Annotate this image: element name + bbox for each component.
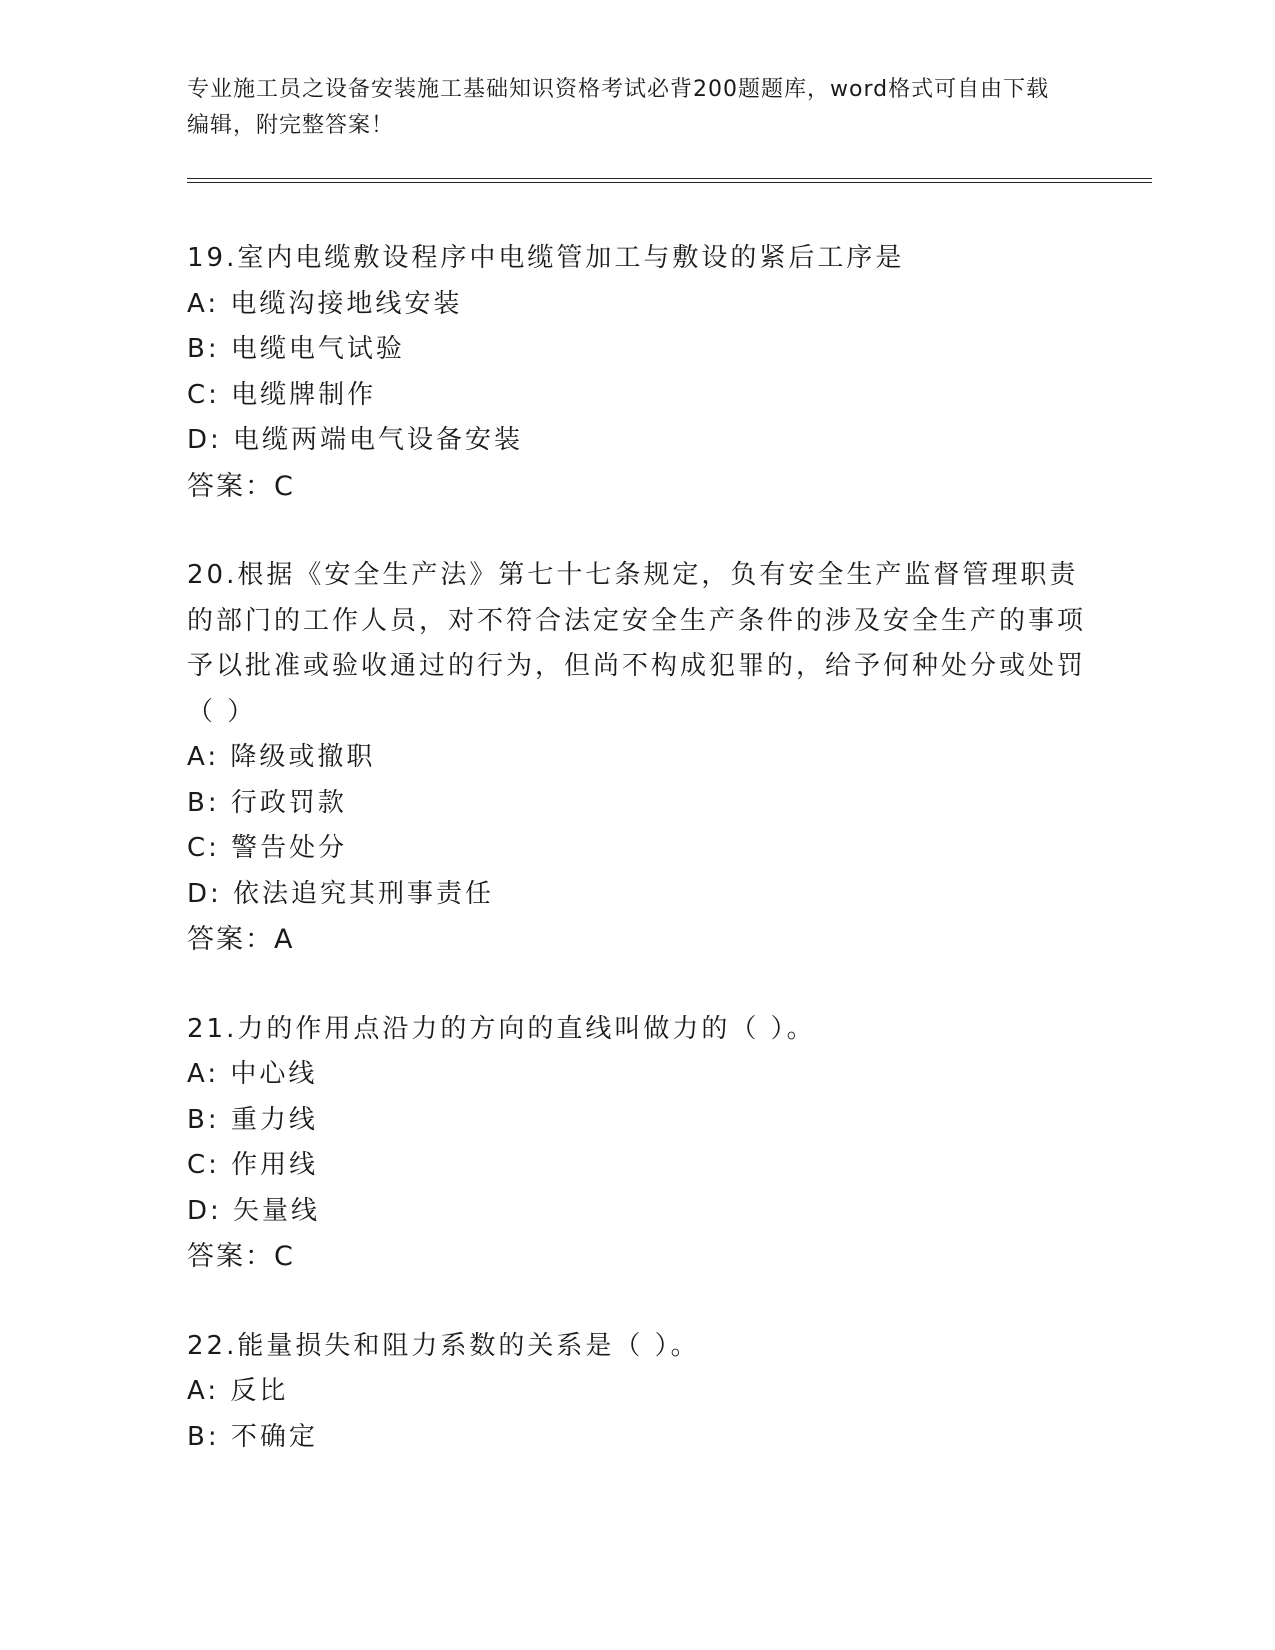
option-d: D: 电缆两端电气设备安装 bbox=[187, 425, 524, 455]
option-c: C: 电缆牌制作 bbox=[187, 379, 377, 410]
question-stem: 21.力的作用点沿力的方向的直线叫做力的（ ）。 bbox=[187, 1013, 816, 1044]
answer: 答案：C bbox=[187, 470, 295, 502]
document-header: 专业施工员之设备安装施工基础知识资格考试必背200题题库，word格式可自由下载编辑，附完整答案！ bbox=[187, 77, 1050, 138]
option-a: A: 反比 bbox=[187, 1376, 289, 1406]
answer: 答案：A bbox=[187, 924, 295, 955]
answer: 答案：C bbox=[187, 1241, 295, 1272]
option-d: D: 依法追究其刑事责任 bbox=[187, 878, 495, 909]
option-a: A: 中心线 bbox=[187, 1059, 318, 1089]
question-21 bbox=[187, 1007, 1087, 1280]
option-b: B: 行政罚款 bbox=[187, 787, 347, 818]
question-22 bbox=[187, 1324, 1087, 1461]
option-b: B: 不确定 bbox=[187, 1421, 318, 1452]
question-stem: 19.室内电缆敷设程序中电缆管加工与敷设的紧后工序是 bbox=[187, 243, 905, 273]
option-c: C: 警告处分 bbox=[187, 833, 348, 863]
question-list bbox=[187, 236, 1087, 1504]
option-a: A: 电缆沟接地线安装 bbox=[187, 288, 463, 319]
option-b: B: 重力线 bbox=[187, 1104, 318, 1135]
option-b: B: 电缆电气试验 bbox=[187, 334, 405, 364]
question-20 bbox=[187, 553, 1087, 963]
question-19 bbox=[187, 236, 1087, 509]
question-stem: 22.能量损失和阻力系数的关系是（ ）。 bbox=[187, 1330, 700, 1361]
option-c: C: 作用线 bbox=[187, 1150, 319, 1180]
option-a: A: 降级或撤职 bbox=[187, 742, 376, 772]
question-stem: 20.根据《安全生产法》第七十七条规定，负有安全生产监督管理职责的部门的工作人员，对不符合法定安全生产条件的涉及安全生产的事项予以批准或验收通过的行为，但尚不构成犯罪的，给予何种处分或处罚（ ） bbox=[187, 560, 1087, 727]
option-d: D: 矢量线 bbox=[187, 1195, 321, 1226]
header-divider bbox=[187, 178, 1152, 183]
